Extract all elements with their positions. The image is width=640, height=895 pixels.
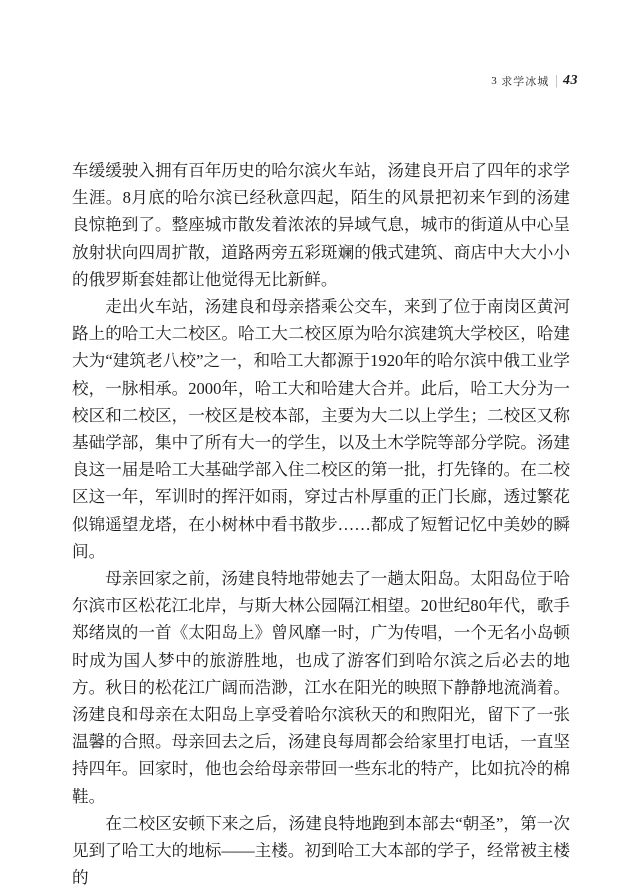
page-number: 43	[563, 73, 578, 88]
running-header	[491, 72, 578, 90]
chapter-title: 求学冰城	[501, 76, 550, 88]
paragraph: 车缓缓驶入拥有百年历史的哈尔滨火车站，汤建良开启了四年的求学生涯。8月底的哈尔滨已经秋意四起，陌生的风景把初来乍到的汤建良惊艳到了。整座城市散发着浓浓的异域气息，城市的街道从中心呈放射状向四周扩散，道路两旁五彩斑斓的俄式建筑、商店中大大小小的俄罗斯套娃都让他觉得无比新鲜。	[72, 161, 570, 289]
header-divider: |	[555, 73, 558, 89]
paragraph: 在二校区安顿下来之后，汤建良特地跑到本部去“朝圣”，第一次见到了哈工大的地标——主楼。初到哈工大本部的学子，经常被主楼的	[72, 813, 570, 888]
body-text	[72, 157, 570, 891]
paragraph: 母亲回家之前，汤建良特地带她去了一趟太阳岛。太阳岛位于哈尔滨市区松花江北岸，与斯大林公园隔江相望。20世纪80年代，歌手郑绪岚的一首《太阳岛上》曾风靡一时，广为传唱，一个无名小岛顿时成为国人梦中的旅游胜地，也成了游客们到哈尔滨之后必去的地方。秋日的松花江广阔而浩渺，江水在阳光的映照下静静地流淌着。汤建良和母亲在太阳岛上享受着哈尔滨秋天的和煦阳光，留下了一张温馨的合照。母亲回去之后，汤建良每周都会给家里打电话，一直坚持四年。回家时，他也会给母亲带回一些东北的特产，比如抗冷的棉鞋。	[72, 569, 570, 806]
paragraph: 走出火车站，汤建良和母亲搭乘公交车，来到了位于南岗区黄河路上的哈工大二校区。哈工大二校区原为哈尔滨建筑大学校区，哈建大为“建筑老八校”之一，和哈工大都源于1920年的哈尔滨中俄工业学校，一脉相承。2000年，哈工大和哈建大合并。此后，哈工大分为一校区和二校区，一校区是校本部，主要为大二以上学生；二校区又称基础学部，集中了所有大一的学生，以及土木学院等部分学院。汤建良这一届是哈工大基础学部入住二校区的第一批，打先锋的。在二校区这一年，军训时的挥汗如雨，穿过古朴厚重的正门长廊，透过繁花似锦遥望龙塔，在小树林中看书散步……都成了短暂记忆中美妙的瞬间。	[72, 297, 570, 561]
chapter-number: 3	[491, 75, 498, 87]
